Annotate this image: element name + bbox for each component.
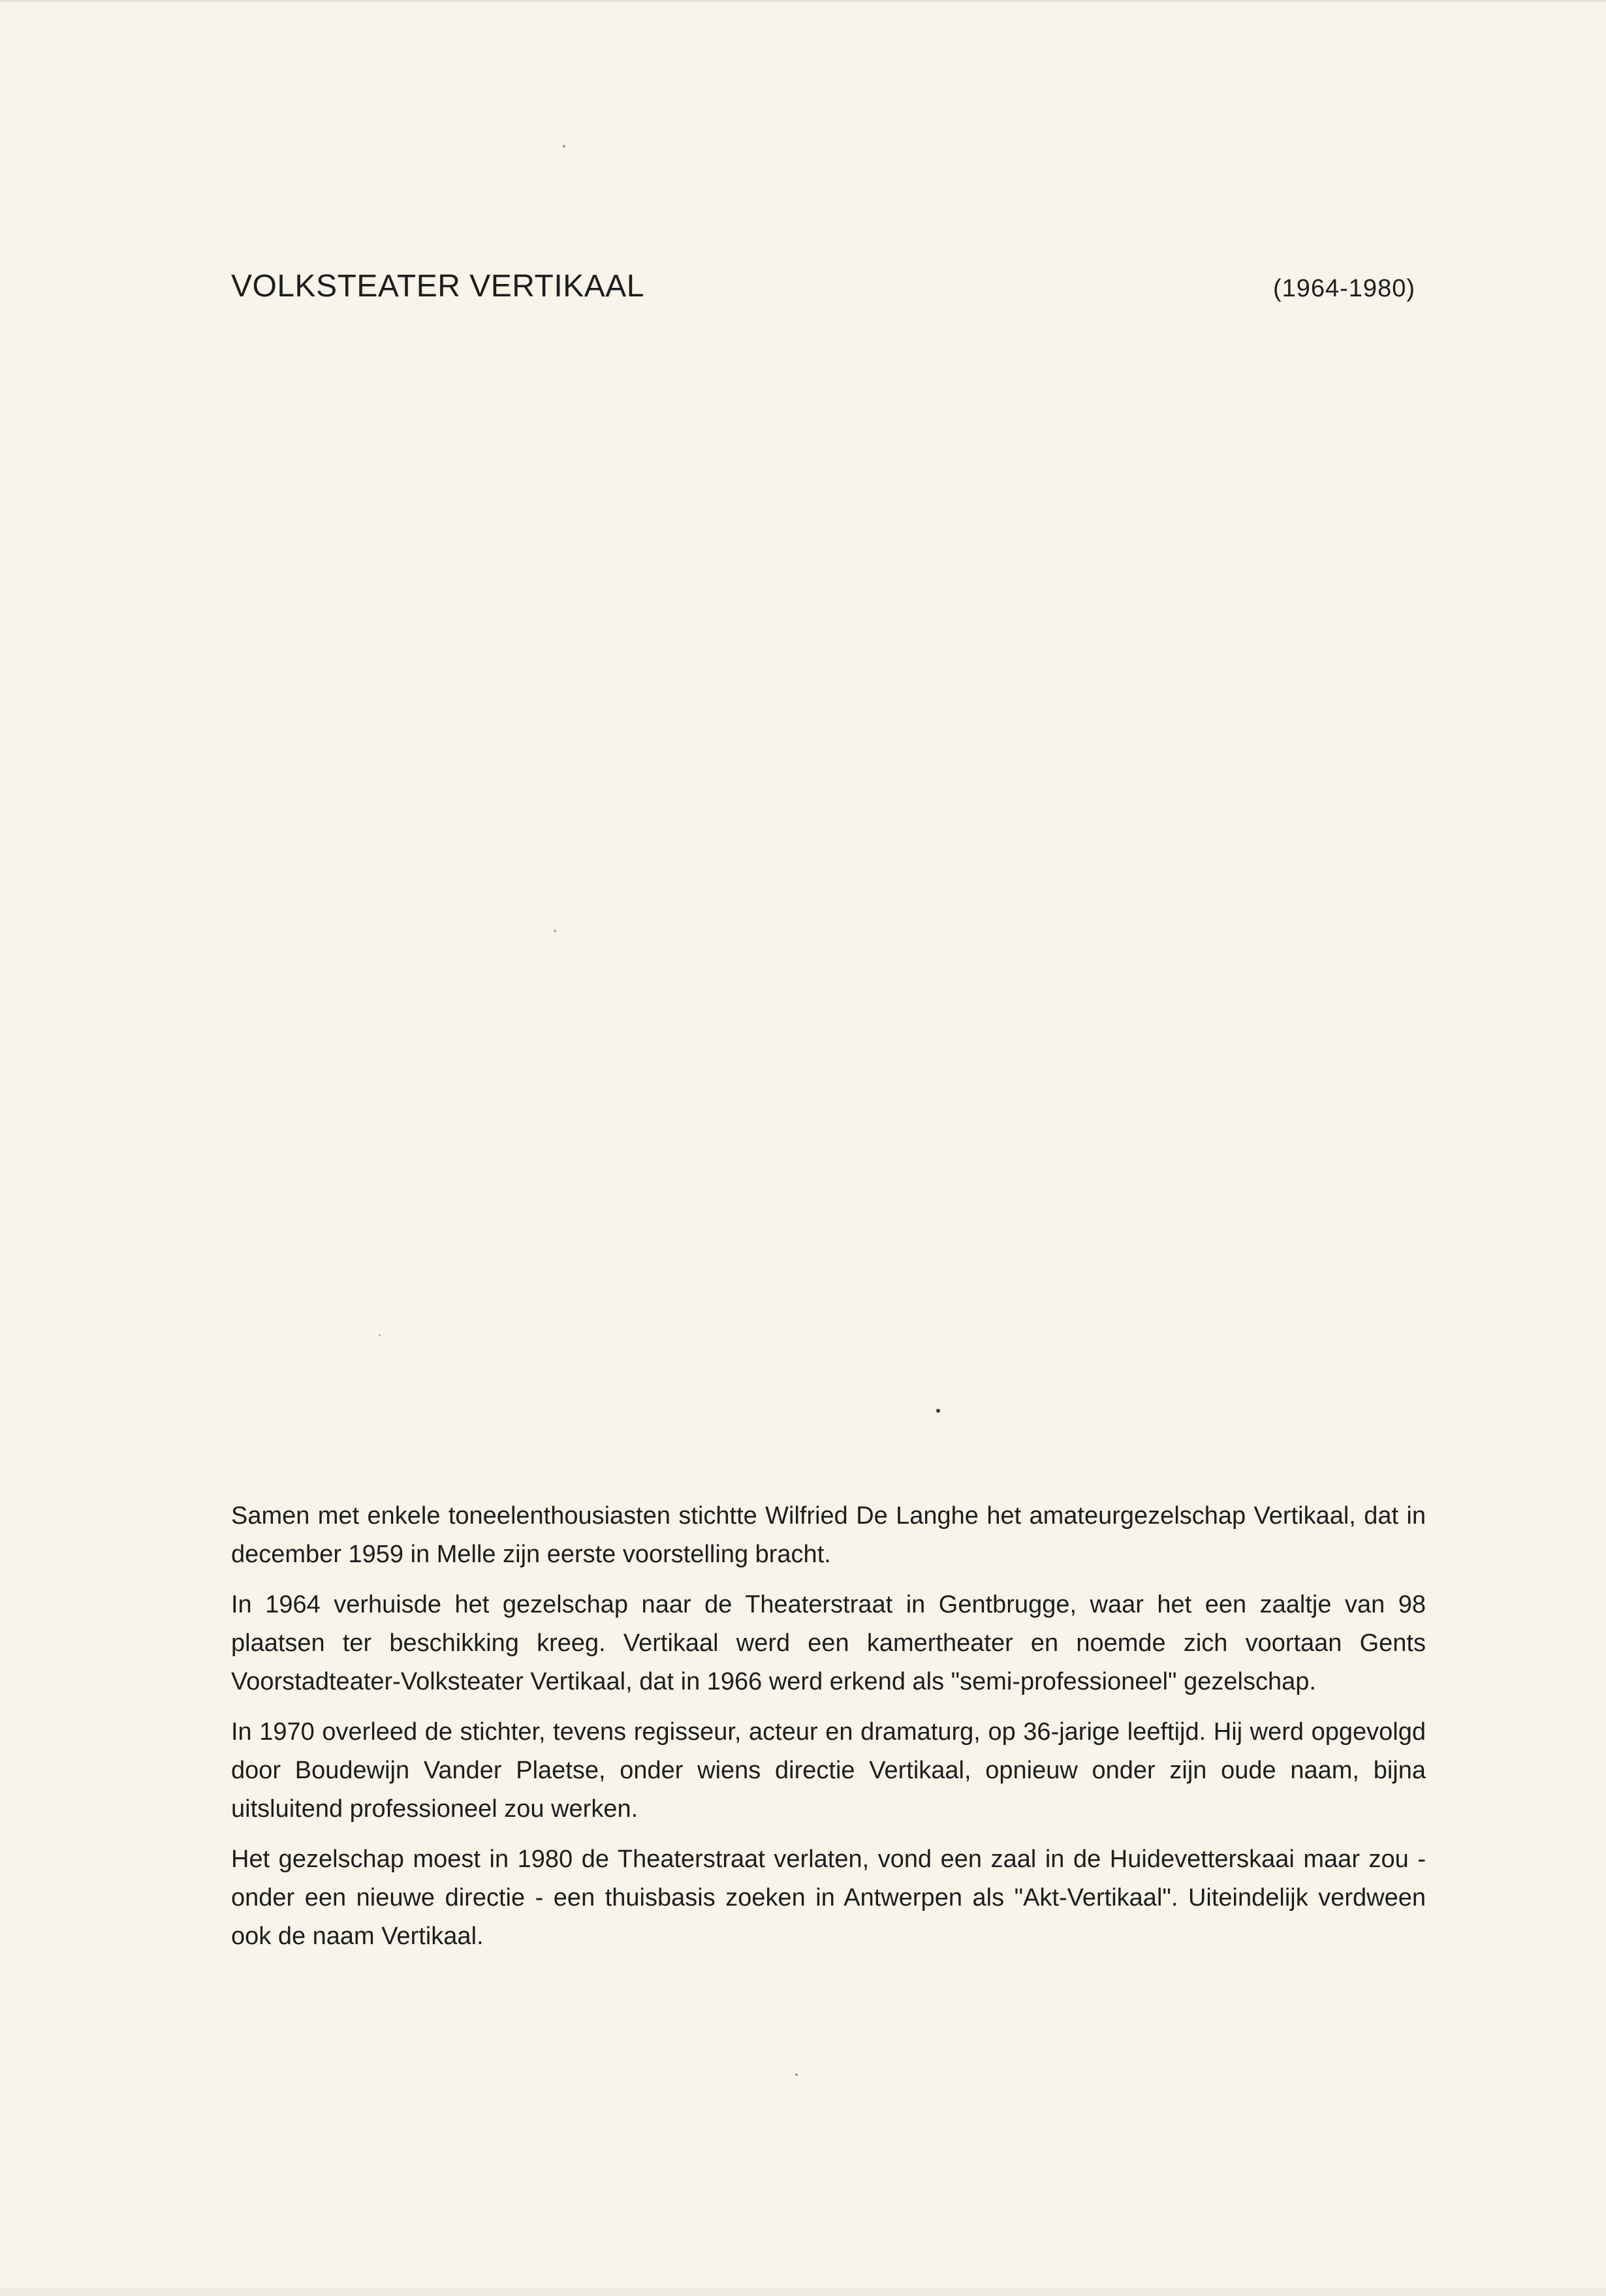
document-body: [231, 1497, 1426, 1968]
page-top-edge: [0, 0, 1606, 2]
document-header: [231, 264, 1415, 309]
paragraph-3: In 1970 overleed de stichter, tevens regisseur, acteur en dramaturg, op 36-jarige leeftijd. Hij werd opgevolgd door Boudewijn Vander Plaetse, onder wiens directie Vertikaal, opnieuw onder zijn oude naam, bijna uitsluitend professioneel zou werken.: [231, 1718, 1426, 1823]
paper-speck: [563, 145, 565, 148]
paragraph-4: Het gezelschap moest in 1980 de Theaterstraat verlaten, vond een zaal in de Huidevetterskaai maar zou - onder een nieuwe directie - een thuisbasis zoeken in Antwerpen als "Akt-Vertikaal". Uiteindelijk verdween ook de naam Vertikaal.: [231, 1846, 1426, 1950]
document-title: VOLKSTEATER VERTIKAAL: [231, 269, 644, 304]
document-years: (1964-1980): [1272, 275, 1415, 302]
paper-speck: [554, 930, 556, 932]
page-bottom-edge: [0, 2288, 1606, 2296]
paragraph-2: In 1964 verhuisde het gezelschap naar de Theaterstraat in Gentbrugge, waar het een zaaltje van 98 plaatsen ter beschikking kreeg. Vertikaal werd een kamertheater en noemde zich voortaan Gents Voorstadteater-Volksteater Vertikaal, dat in 1966 werd erkend als "semi-professioneel" gezelschap.: [231, 1591, 1426, 1695]
paragraph-1: Samen met enkele toneelenthousiasten stichtte Wilfried De Langhe het amateurgezelschap Vertikaal, dat in december 1959 in Melle zijn eerste voorstelling bracht.: [231, 1502, 1426, 1568]
paper-speck: [795, 2073, 798, 2076]
paper-speck: [936, 1409, 940, 1413]
paper-speck: [379, 1334, 381, 1336]
